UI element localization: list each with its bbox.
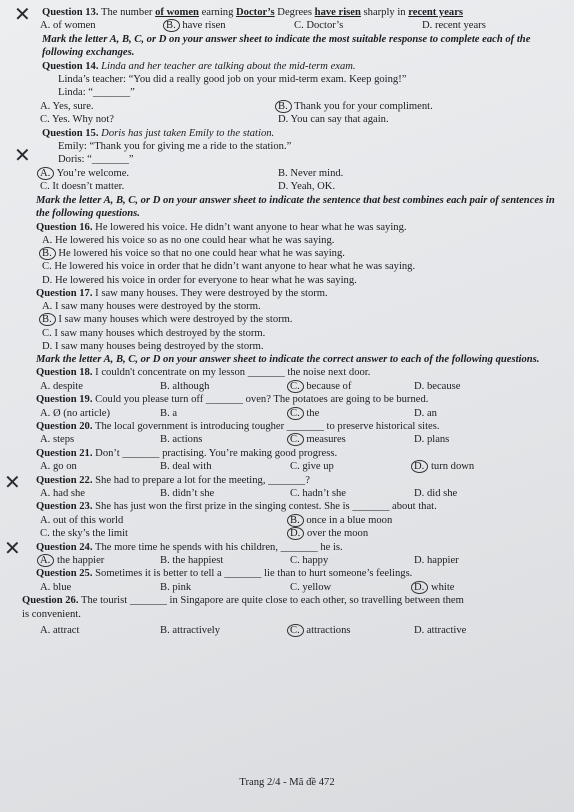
answer-circle: B. bbox=[287, 514, 304, 527]
option-a[interactable]: A. Ø (no article) bbox=[40, 407, 111, 419]
q14-dialogue-linda: Linda: “_______” bbox=[58, 87, 135, 99]
answer-circle: D. bbox=[411, 460, 428, 473]
option-b[interactable]: B. didn’t she bbox=[160, 488, 215, 499]
option-c[interactable]: C. yellow bbox=[290, 581, 332, 593]
page-footer: Trang 2/4 - Mã đề 472 bbox=[239, 777, 335, 788]
option-a[interactable]: A. of women bbox=[40, 20, 96, 32]
question-23: Question 23. She has just won the first prize in the singing contest. She is _______ about that. bbox=[36, 501, 437, 513]
q15-dialogue-emily: Emily: “Thank you for giving me a ride to the station.” bbox=[58, 141, 292, 153]
option-d[interactable]: D. did she bbox=[414, 488, 458, 499]
option-b[interactable]: B. the happiest bbox=[160, 555, 224, 567]
option-a[interactable]: A. the happier bbox=[40, 554, 160, 567]
option-b[interactable]: B. deal with bbox=[160, 461, 212, 473]
option-d[interactable]: D. I saw many houses being destroyed by the storm. bbox=[42, 340, 264, 352]
handwritten-x-mark: ✕ bbox=[4, 536, 21, 560]
q14-dialogue-teacher: Linda’s teacher: “You did a really good job on your mid-term exam. Keep going!” bbox=[58, 74, 407, 86]
question-19-options bbox=[22, 407, 562, 420]
question-17: Question 17. I saw many houses. They were destroyed by the storm. bbox=[36, 287, 328, 299]
question-22-options bbox=[22, 487, 562, 500]
option-a[interactable]: A. had she bbox=[40, 488, 86, 499]
option-b[interactable]: B. have risen bbox=[166, 19, 294, 32]
option-d[interactable]: D. turn down bbox=[414, 460, 562, 473]
question-26: Question 26. The tourist _______ in Singapore are quite close to each other, so travelling between them bbox=[22, 595, 464, 607]
option-b[interactable]: B. actions bbox=[160, 434, 203, 446]
handwritten-x-mark: ✕ bbox=[14, 2, 31, 26]
option-b[interactable]: B. Thank you for your compliment. bbox=[278, 100, 562, 113]
option-d[interactable]: D. You can say that again. bbox=[278, 114, 389, 126]
option-d[interactable]: D. attractive bbox=[414, 625, 467, 637]
instruction-correct-answer: Mark the letter A, B, C, or D on your answer sheet to indicate the correct answer to each of the following questions. bbox=[36, 353, 540, 365]
option-a[interactable]: A. He lowered his voice so as no one could hear what he was saying. bbox=[42, 234, 335, 246]
option-b[interactable]: B. attractively bbox=[160, 625, 221, 637]
question-15-options bbox=[22, 167, 562, 194]
question-23-options bbox=[22, 514, 562, 541]
question-25-options bbox=[22, 581, 562, 594]
option-a[interactable]: A. despite bbox=[40, 380, 83, 392]
answer-circle: B. bbox=[39, 247, 56, 260]
option-d[interactable]: D. plans bbox=[414, 434, 450, 446]
option-a[interactable]: A. blue bbox=[40, 581, 72, 593]
answer-circle: B. bbox=[275, 100, 292, 113]
option-d[interactable]: D. Yeah, OK. bbox=[278, 181, 336, 193]
option-b[interactable]: B. a bbox=[160, 407, 178, 419]
answer-circle: A. bbox=[37, 554, 54, 567]
option-c[interactable]: C. measures bbox=[290, 433, 414, 446]
handwritten-x-mark: ✕ bbox=[4, 470, 21, 494]
question-20-options bbox=[22, 433, 562, 446]
option-a[interactable]: A. go on bbox=[40, 461, 77, 473]
question-24-options bbox=[22, 554, 562, 567]
question-21-options bbox=[22, 460, 562, 473]
option-c[interactable]: C. the bbox=[290, 407, 414, 420]
option-c[interactable]: C. hadn’t she bbox=[290, 488, 347, 499]
handwritten-x-mark: ✕ bbox=[14, 143, 31, 167]
answer-circle: C. bbox=[287, 380, 304, 393]
option-c[interactable]: C. give up bbox=[290, 461, 334, 473]
option-c[interactable]: C. attractions bbox=[290, 624, 414, 637]
option-c[interactable]: C. Yes. Why not? bbox=[40, 114, 114, 126]
question-16: Question 16. He lowered his voice. He didn’t want anyone to hear what he was saying. bbox=[36, 221, 407, 233]
option-d[interactable]: D. because bbox=[414, 380, 461, 392]
question-26-options bbox=[22, 624, 562, 637]
option-b[interactable]: B. I saw many houses which were destroyed by the storm. bbox=[22, 313, 562, 326]
option-b[interactable]: B. He lowered his voice so that no one could hear what he was saying. bbox=[22, 247, 562, 260]
answer-circle: D. bbox=[287, 527, 304, 540]
instruction-exchanges: Mark the letter A, B, C, or D on your answer sheet to indicate the most suitable response to complete each of the following exchanges. bbox=[42, 33, 531, 59]
option-b[interactable]: B. once in a blue moon bbox=[290, 514, 562, 527]
q15-dialogue-doris: Doris: “_______” bbox=[58, 154, 134, 166]
option-d[interactable]: D. over the moon bbox=[290, 527, 562, 540]
option-c[interactable]: C. Doctor’s bbox=[294, 20, 344, 32]
question-19: Question 19. Could you please turn off _______ oven? The potatoes are going to be burned. bbox=[36, 394, 429, 406]
option-b[interactable]: B. although bbox=[160, 380, 210, 392]
question-18-options bbox=[22, 380, 562, 393]
option-a[interactable]: A. steps bbox=[40, 434, 75, 446]
option-d[interactable]: D. an bbox=[414, 407, 437, 419]
answer-circle: D. bbox=[411, 581, 428, 594]
option-b[interactable]: B. pink bbox=[160, 581, 192, 593]
option-a[interactable]: A. out of this world bbox=[40, 514, 124, 526]
question-21: Question 21. Don’t _______ practising. You’re making good progress. bbox=[36, 447, 338, 459]
question-22: Question 22. She had to prepare a lot for the meeting, _______? bbox=[36, 474, 310, 486]
option-a[interactable]: A. Yes, sure. bbox=[40, 100, 94, 112]
option-d[interactable]: D. happier bbox=[414, 555, 459, 567]
question-13: Question 13. The number of women earning Doctor’s Degrees have risen sharply in recent years bbox=[42, 7, 464, 18]
question-14-options bbox=[22, 100, 562, 127]
answer-circle: C. bbox=[287, 624, 304, 637]
question-25: Question 25. Sometimes it is better to tell a _______ lie than to hurt someone’s feelings. bbox=[36, 568, 413, 580]
option-a[interactable]: A. You’re welcome. bbox=[40, 167, 278, 180]
answer-circle: C. bbox=[287, 407, 304, 420]
option-d[interactable]: D. He lowered his voice in order for everyone to hear what he was saying. bbox=[42, 274, 357, 286]
answer-circle: B. bbox=[39, 313, 56, 326]
question-24: Question 24. The more time he spends with his children, _______ he is. bbox=[36, 541, 343, 553]
answer-circle: A. bbox=[37, 167, 54, 180]
instruction-combine: Mark the letter A, B, C, or D on your answer sheet to indicate the sentence that best combines each pair of sentences in the following questions. bbox=[36, 194, 555, 220]
option-c[interactable]: C. happy bbox=[290, 555, 329, 567]
option-d[interactable]: D. white bbox=[414, 581, 562, 594]
question-15: Question 15. Doris has just taken Emily to the station. bbox=[42, 127, 275, 139]
answer-circle: C. bbox=[287, 433, 304, 446]
option-a[interactable]: A. I saw many houses were destroyed by the storm. bbox=[42, 301, 261, 313]
question-18: Question 18. I couldn't concentrate on my lesson _______ the noise next door. bbox=[36, 367, 371, 379]
answer-circle: B. bbox=[163, 19, 180, 32]
option-a[interactable]: A. attract bbox=[40, 625, 80, 637]
question-20: Question 20. The local government is introducing tougher _______ to preserve historical sites. bbox=[36, 420, 440, 432]
option-c[interactable]: C. I saw many houses which destroyed by the storm. bbox=[42, 327, 266, 339]
option-c[interactable]: C. the sky’s the limit bbox=[40, 528, 128, 540]
option-c[interactable]: C. because of bbox=[290, 380, 414, 393]
option-b[interactable]: B. Never mind. bbox=[278, 167, 344, 179]
option-d[interactable]: D. recent years bbox=[422, 20, 486, 32]
question-26-cont: is convenient. bbox=[22, 608, 81, 620]
option-c[interactable]: C. He lowered his voice in order that he didn’t want anyone to hear what he was saying. bbox=[42, 261, 416, 273]
question-14: Question 14. Linda and her teacher are talking about the mid-term exam. bbox=[42, 60, 356, 72]
option-c[interactable]: C. It doesn’t matter. bbox=[40, 181, 125, 193]
question-13-options bbox=[22, 19, 562, 32]
